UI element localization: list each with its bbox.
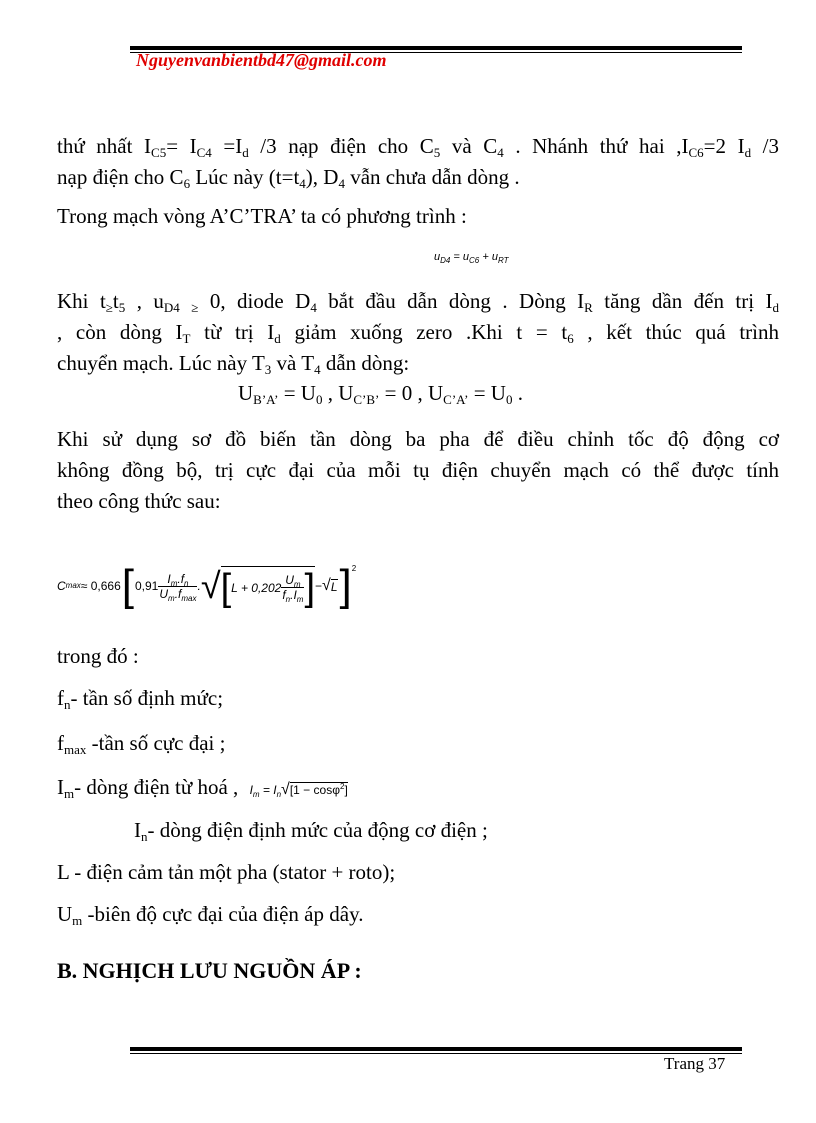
header-email: Nguyenvanbientbd47@gmail.com	[136, 50, 387, 70]
formula-left-bracket: [	[121, 561, 134, 610]
footer-rule-thin	[130, 1053, 742, 1054]
definition-fmax: $f_{max}$ -tần số cực đại ;	[57, 731, 226, 757]
definitions-intro: trong đó :	[57, 644, 139, 668]
formula-sqrt-sign: √	[200, 565, 221, 606]
formula-im: $I_m = I_n√[1 - \cos\varphi^2]$	[249, 781, 348, 799]
formula-cmax: C max ≈ 0,666 [ 0,91 $\frac{I_m.f_n}{U_m.f_{max}}$ . √ [ L + 0,202 $\frac{U_m}{f_n.I_m}$ ] − √ L ] 2	[57, 561, 357, 610]
footer-rule-thick	[130, 1047, 742, 1051]
paragraph-4-line-3: theo công thức sau:	[57, 489, 221, 513]
definition-l: L - điện cảm tản một pha (stator + roto);	[57, 860, 396, 884]
paragraph-4-line-2: không đồng bộ, trị cực đại của mỗi tụ điện chuyển mạch có thể được tính	[57, 458, 779, 482]
section-heading: B. NGHỊCH LƯU NGUỒN ÁP :	[57, 958, 362, 983]
equation-voltages: $U_{B’A’} = U_0$ , $U_{C’B’} = 0$ , $U_{C’A’} = U_0$ .	[238, 381, 523, 407]
formula-right-bracket: ]	[339, 561, 352, 610]
definition-im: $I_m-$ dòng điện từ hoá , $I_m = I_n√[1 - \cos\varphi^2]$	[57, 775, 348, 801]
paragraph-2: Trong mạch vòng A’C’TRA’ ta có phương trình :	[57, 204, 467, 228]
definition-fn: $f_n-$ tần số định mức;	[57, 686, 224, 712]
paragraph-1	[57, 131, 779, 193]
definition-in: $I_n-$ dòng điện định mức của động cơ điện ;	[134, 818, 488, 844]
paragraph-3	[57, 286, 779, 379]
paragraph-3-line-1: Khi $t_\ge t_5$ , $u_{D4}$ $_\ge$ 0, diode $D_4$ bắt đầu dẫn dòng . Dòng $I_R$ tăng dần đến trị $I_d$	[57, 289, 780, 315]
paragraph-3-line-2: , còn dòng $I_T$ từ trị $I_d$ giảm xuống zero .Khi $t = t_6$ , kết thúc quá trình	[57, 320, 780, 346]
paragraph-4	[57, 424, 779, 517]
paragraph-3-line-3: chuyển mạch. Lúc này $T_3$ và $T_4$ dẫn dòng:	[57, 351, 410, 377]
formula-fraction-2: $\frac{U_m}{f_n.I_m}$	[282, 573, 304, 604]
formula-fraction-1: $\frac{I_m.f_n}{U_m.f_{max}}$	[159, 571, 197, 603]
paragraph-4-line-1: Khi sử dụng sơ đồ biến tần dòng ba pha để điều chỉnh tốc độ động cơ	[57, 427, 779, 451]
page-number: Trang 37	[664, 1054, 726, 1073]
equation-voltage-loop: $u_{D4} = u_{C6} + u_{RT}$	[434, 251, 509, 265]
paragraph-1-line-1: thứ nhất $I_{C5}= I_{C4} =I_d$ /3 nạp điện cho $C_5$ và $C_4$ . Nhánh thứ hai $,I_{C6}=2$ $I_d$ /3	[57, 134, 779, 160]
paragraph-1-line-2: nạp điện cho $C_6$ Lúc này $(t=t_4)$, $D_4$ vẫn chưa dẫn dòng .	[57, 165, 520, 191]
definition-um: $U_m$ -biên độ cực đại của điện áp dây.	[57, 902, 364, 928]
